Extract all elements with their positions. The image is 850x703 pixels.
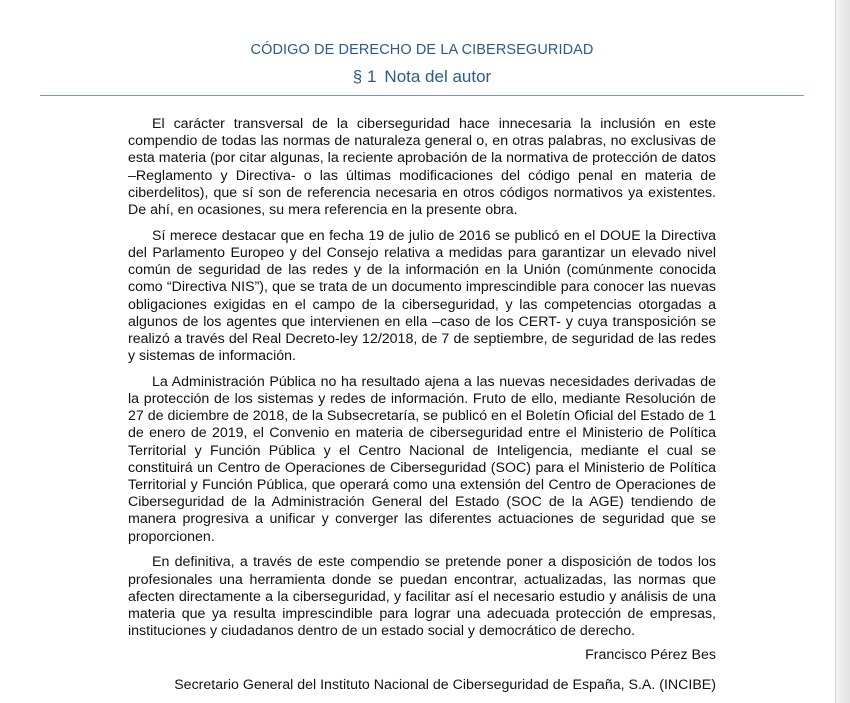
section-title: Nota del autor — [384, 67, 492, 86]
author-name: Francisco Pérez Bes — [585, 647, 716, 663]
page-header — [40, 41, 804, 87]
section-heading — [40, 67, 804, 87]
author-role: Secretario General del Instituto Nacional de Ciberseguridad de España, S.A. (INCIBE) — [174, 677, 716, 693]
paragraph-1: El carácter transversal de la ciberseguridad hace innecesaria la inclusión en este compendio de todas las normas de naturaleza general o, en otras palabras, no exclusivas de esta materia (por citar algunas, la reciente aprobación de la normativa de protección de datos –Reglamento y Directiva- o las últimas modificaciones del código penal en materia de ciberdelitos), que sí son de referencia necesaria en otros códigos normativos ya existentes. De ahí, en ocasiones, su mera referencia en la presente obra. — [128, 116, 716, 219]
paragraph-4: En definitiva, a través de este compendio se pretende poner a disposición de todos los profesionales una herramienta donde se puedan encontrar, actualizadas, las normas que afecten directamente a la ciberseguridad, y facilitar así el necesario estudio y análisis de una materia que ya resulta imprescindible para lograr una adecuada protección de empresas, instituciones y ciudadanos dentro de un estado social y democrático de derecho. — [128, 554, 716, 640]
book-title: CÓDIGO DE DERECHO DE LA CIBERSEGURIDAD — [250, 42, 594, 58]
header-divider — [40, 95, 804, 96]
paragraph-2: Sí merece destacar que en fecha 19 de julio de 2016 se publicó en el DOUE la Directiva del Parlamento Europeo y del Consejo relativa a medidas para garantizar un elevado nivel común de seguridad de las redes y de la información en la Unión (comúnmente conocida como “Directiva NIS”), que se trata de un documento imprescindible para conocer las nuevas obligaciones exigidas en el campo de la ciberseguridad, y las competencias otorgadas a algunos de los agentes que intervienen en ella –caso de los CERT- y cuya transposición se realizó a través del Real Decreto-ley 12/2018, de 7 de septiembre, de seguridad de las redes y sistemas de información. — [128, 227, 716, 365]
body-text — [128, 116, 716, 649]
paragraph-3: La Administración Pública no ha resultado ajena a las nuevas necesidades derivadas de la protección de los sistemas y redes de información. Fruto de ello, mediante Resolución de 27 de diciembre de 2018, de la Subsecretaría, se publicó en el Boletín Oficial del Estado de 1 de enero de 2019, el Convenio en materia de ciberseguridad entre el Ministerio de Política Territorial y Función Pública y el Centro Nacional de Inteligencia, mediante el cual se constituirá un Centro de Operaciones de Ciberseguridad (SOC) para el Ministerio de Política Territorial y Función Pública, que operará como una extensión del Centro de Operaciones de Ciberseguridad de la Administración General del Estado (SOC de la AGE) tendiendo de manera progresiva a unificar y converger las diferentes actuaciones de seguridad que se proporcionen. — [128, 373, 716, 545]
section-symbol: § 1 — [352, 67, 377, 86]
page-edge — [835, 0, 850, 703]
